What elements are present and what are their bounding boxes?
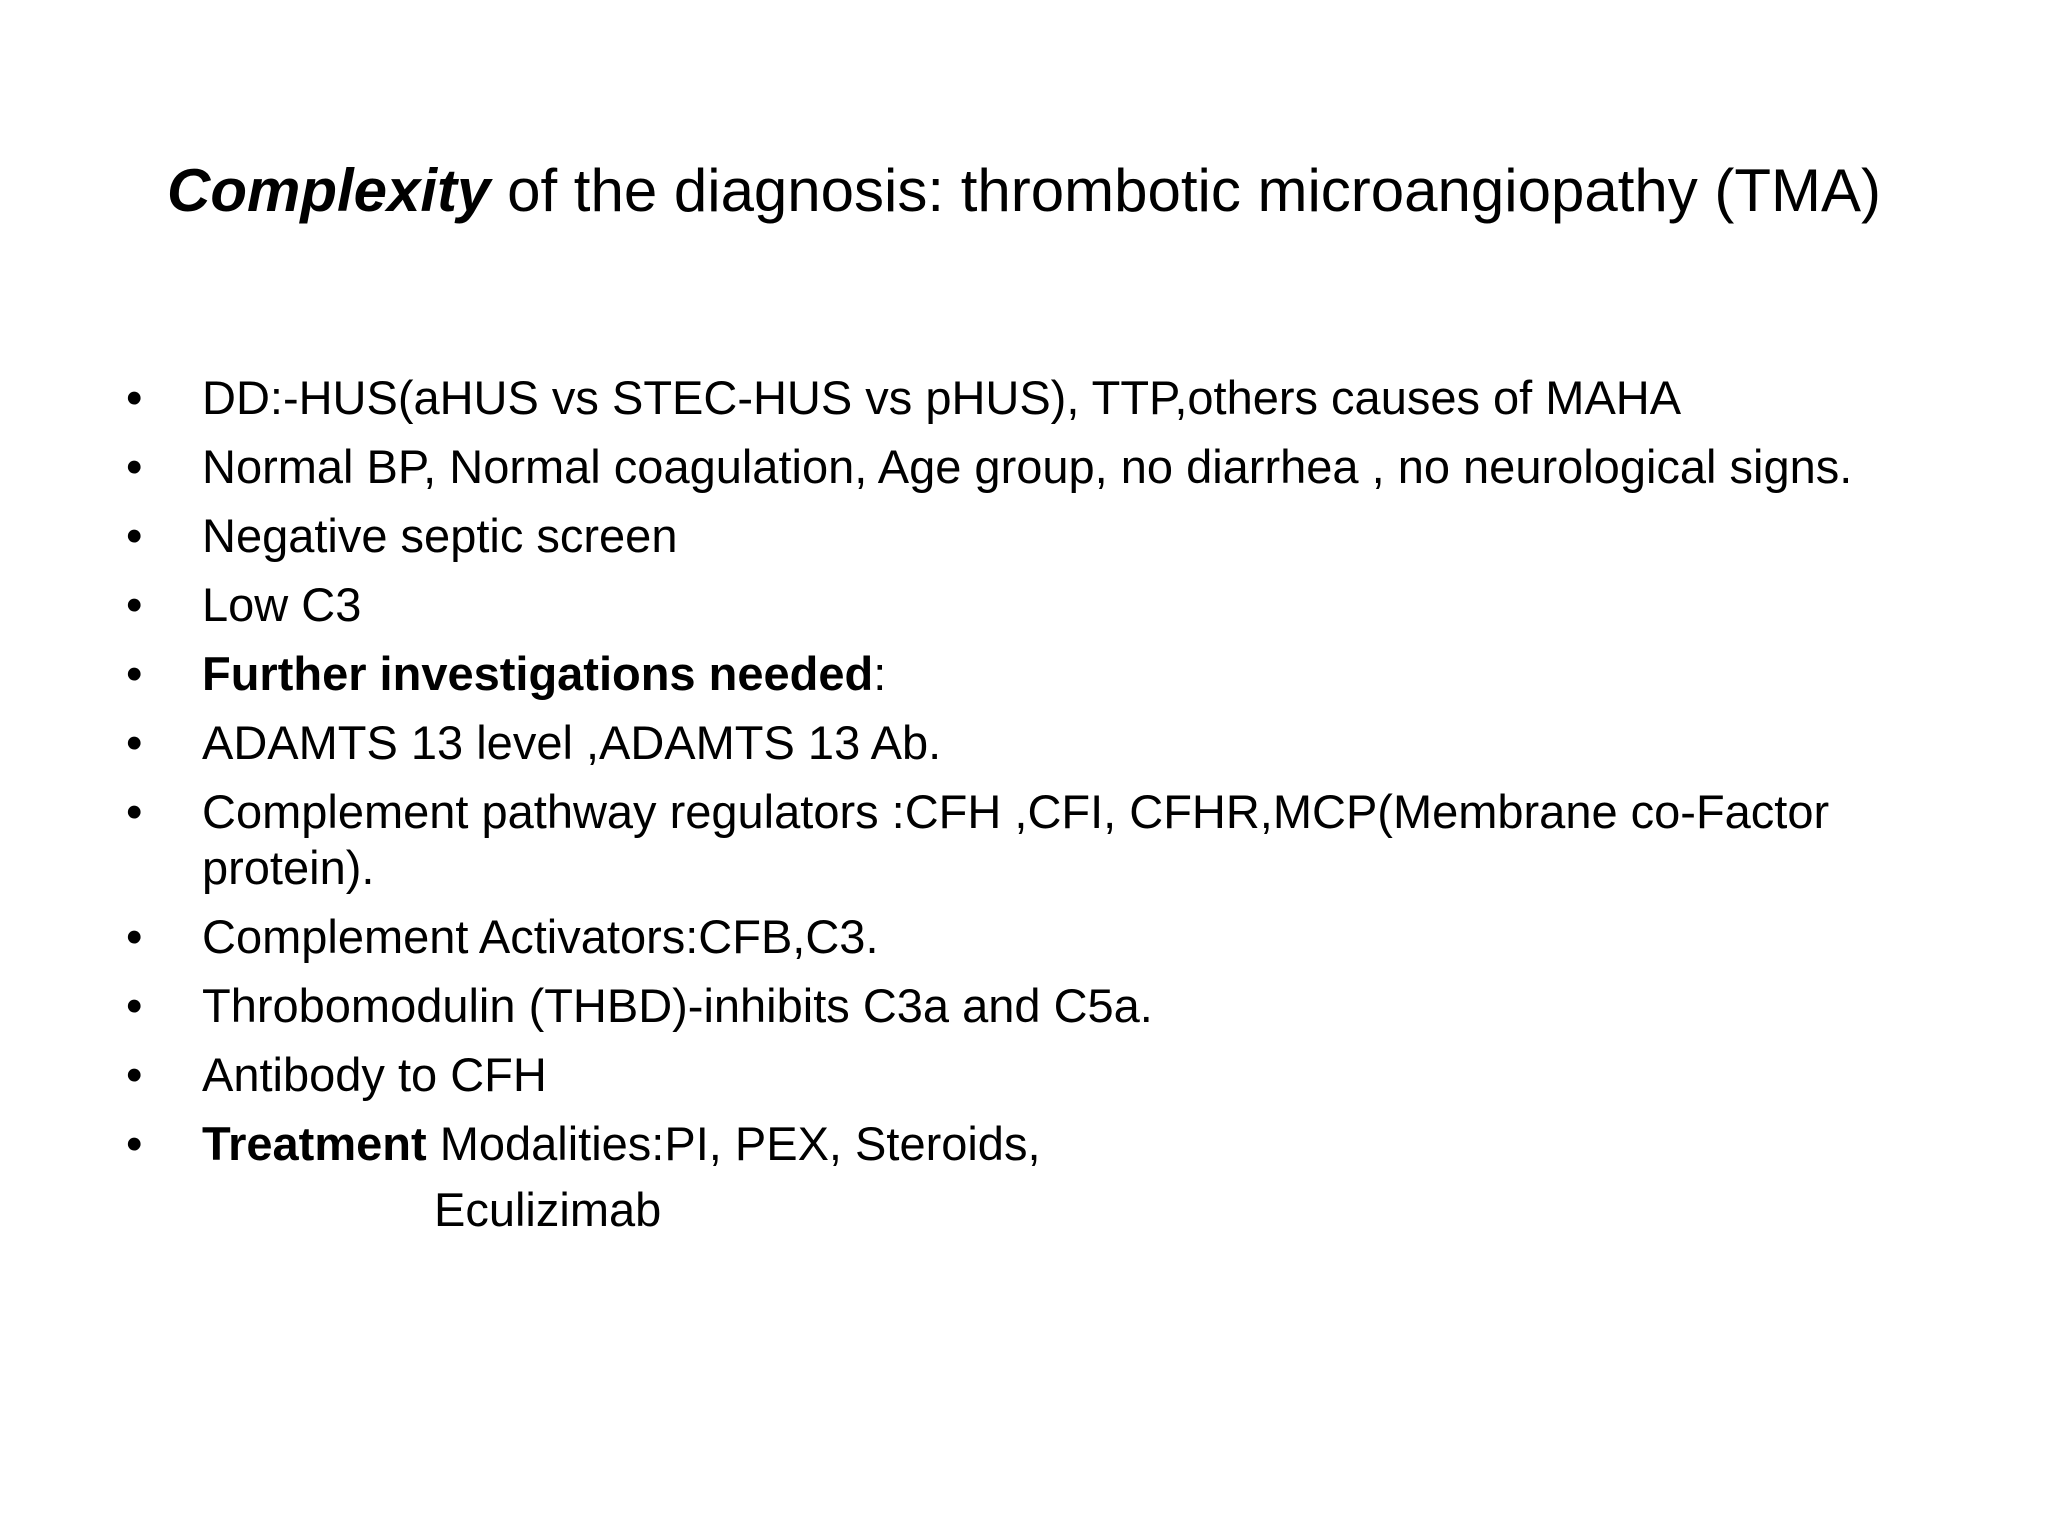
bullet-marker: • xyxy=(126,1048,143,1101)
bullet-marker: • xyxy=(126,371,143,424)
list-item xyxy=(120,646,1940,702)
bullet-text: Throbomodulin (THBD)-inhibits C3a and C5a. xyxy=(202,979,1153,1032)
list-item xyxy=(120,715,1940,771)
bullet-text: DD:-HUS(aHUS vs STEC-HUS vs pHUS), TTP,others causes of MAHA xyxy=(202,371,1682,424)
title-text: of the diagnosis: thrombotic microangiopathy (TMA) xyxy=(490,157,1882,224)
bullet-continuation-text: Eculizimab xyxy=(434,1183,662,1236)
list-item xyxy=(120,978,1940,1034)
bullet-marker: • xyxy=(126,578,143,631)
bullet-marker: • xyxy=(126,509,143,562)
bullet-text: Modalities:PI, PEX, Steroids, xyxy=(426,1117,1041,1170)
bullet-marker: • xyxy=(126,979,143,1032)
title-emphasis: Complexity xyxy=(166,157,491,224)
list-item xyxy=(120,909,1940,965)
bullet-text: Negative septic screen xyxy=(202,509,678,562)
bullet-marker: • xyxy=(126,647,143,700)
bullet-bold-text: Treatment xyxy=(202,1117,427,1170)
bullet-text: Complement Activators:CFB,C3. xyxy=(202,910,879,963)
bullet-text: Low C3 xyxy=(202,578,362,631)
list-item xyxy=(120,439,1940,495)
bullet-marker: • xyxy=(126,1117,143,1170)
bullet-marker: • xyxy=(126,785,143,838)
list-item xyxy=(120,1047,1940,1103)
list-item xyxy=(120,577,1940,633)
slide-title xyxy=(0,155,2048,227)
bullet-marker: • xyxy=(126,910,143,963)
bullet-text: ADAMTS 13 level ,ADAMTS 13 Ab. xyxy=(202,716,942,769)
bullet-list xyxy=(120,370,1940,1251)
list-item xyxy=(120,508,1940,564)
bullet-marker: • xyxy=(126,716,143,769)
bullet-text: : xyxy=(873,647,887,700)
bullet-text: Normal BP, Normal coagulation, Age group, no diarrhea , no neurological signs. xyxy=(202,440,1853,493)
list-item xyxy=(120,1116,1940,1238)
bullet-text: Complement pathway regulators :CFH ,CFI, CFHR,MCP(Membrane co-Factor protein). xyxy=(202,785,1830,894)
bullet-bold-text: Further investigations needed xyxy=(202,647,874,700)
list-item xyxy=(120,370,1940,426)
list-item xyxy=(120,784,1940,896)
bullet-text: Antibody to CFH xyxy=(202,1048,547,1101)
bullet-marker: • xyxy=(126,440,143,493)
